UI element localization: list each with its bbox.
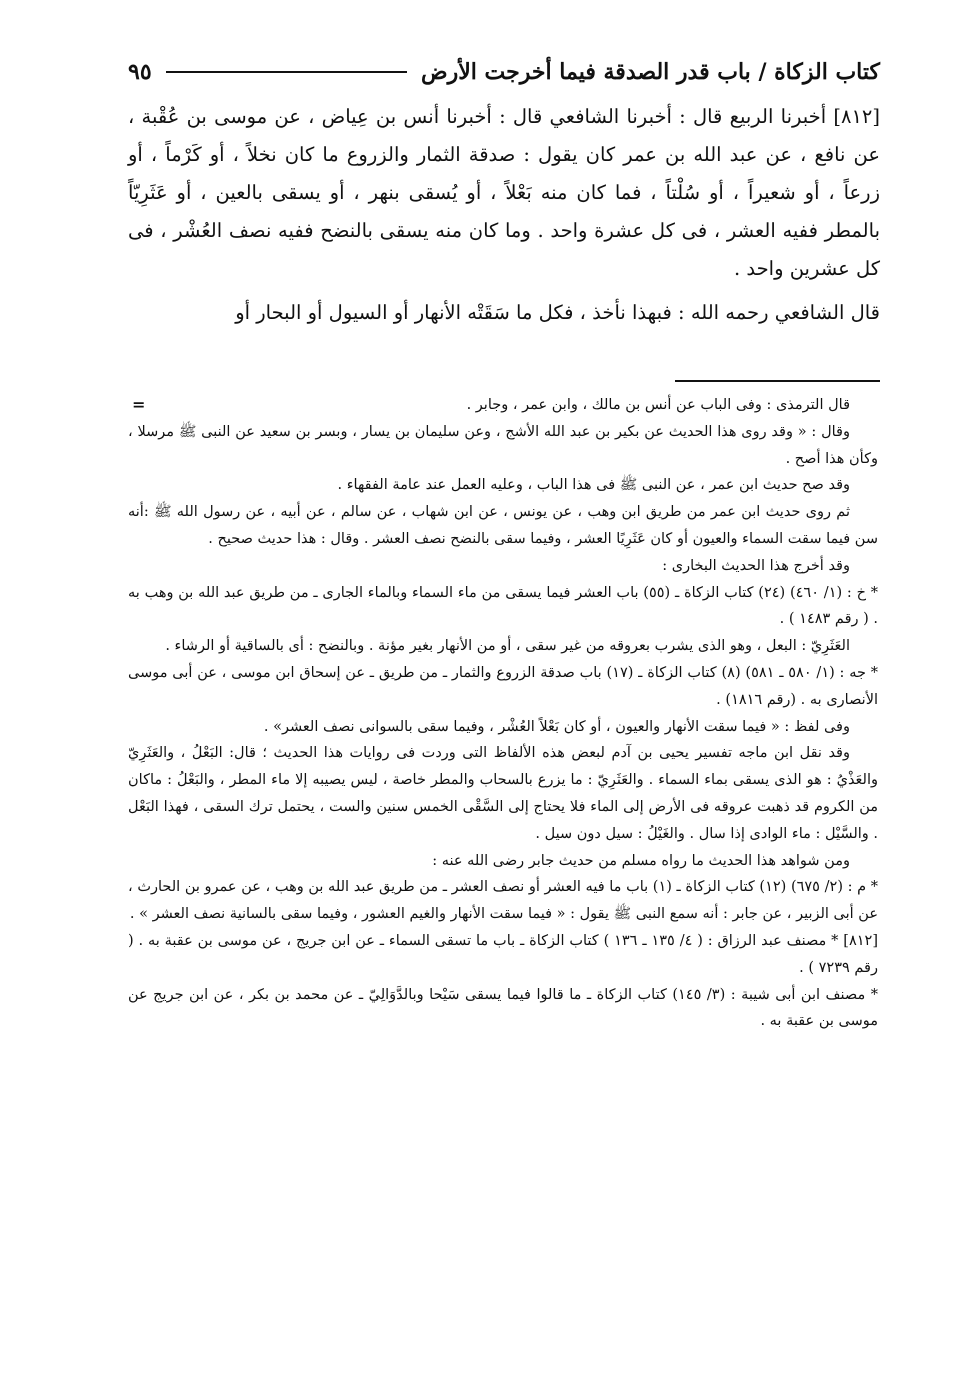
footnote-line: * مصنف ابن أبى شيبة : (٣/ ١٤٥) كتاب الزكاة ـ ما قالوا فيما يسقى سَيْحا وبالدَّوَالِيّ ـ عن محمد بن بكر ، عن ابن جريج عن موسى بن عقبة به . <box>128 986 878 1030</box>
footnote-line: ثم روى حديث ابن عمر من طريق ابن وهب ، عن يونس ، عن ابن شهاب ، عن سالم ، عن أبيه ، عن رسول الله ﷺ :أنه سن فيما سقت السماء والعيون أو كان عَثَرِيًا العشر ، وفيما سقى بالنضح نصف العشر . وقال : هذا حديث صحيح . <box>128 504 878 547</box>
running-header <box>128 52 880 92</box>
page-number: ٩٥ <box>128 59 152 85</box>
footnote-line: ومن شواهد هذا الحديث ما رواه مسلم من حديث جابر رضى الله عنه : <box>432 852 850 869</box>
footnote-line: وقد نقل ابن ماجه تفسير يحيى بن آدم لبعض هذه الألفاظ التى وردت فى روايات هذا الحديث ؛ قال: البَعْلُ ، والعَثَرِيّ والعَذْيُ : هو الذى يسقى بماء السماء . والعَثَرِيّ : ما يزرع بالسحاب والمطر خاصة ، ليس يصيبه إلا ماء المطر ، والبَعْلُ : ماكان من الكروم قد ذهبت عروقه فى الأرض إلى الماء فلا يحتاج إلى السَّقْى الخمس سنين والست ، يحتمل ترك السقى ، فهذا البَعْل . والسَّيْل : ماء الوادى إذا سال . والغَيْلُ : سيل دون سيل . <box>128 745 878 842</box>
footnote-separator <box>675 380 880 382</box>
footnote-line: العَثَرِيّ : البعل ، وهو الذى يشرب بعروقه من غير سقى ، أو من الأنهار بغير مؤنة . وبالنضح : أى بالساقية أو الرشاء . <box>165 638 850 655</box>
hadith-paragraph: [٨١٢] أخبرنا الربيع قال : أخبرنا الشافعي قال : أخبرنا أنس بن عِياض ، عن موسى بن عُقْبة ، عن نافع ، عن عبد الله بن عمر كان يقول : صدقة الثمار والزروع ما كان نخلاً ، أو كَرْماً ، أو زرعاً ، أو شعيراً ، أو سُلْتاً ، فما كان منه بَعْلاً ، أو يُسقى بنهر ، أو يسقى بالعين ، أو عَثَرِيّاً بالمطر ففيه العشر ، فى كل عشرة واحد . وما كان منه يسقى بالنضح ففيه نصف العُشْر ، فى كل عشرين واحد . <box>128 105 880 280</box>
commentary-paragraph: قال الشافعي رحمه الله : فبهذا نأخذ ، فكل ما سَقَتْه الأنهار أو السيول أو البحار أو <box>235 301 880 324</box>
footnote-line: * خ : (١/ ٤٦٠) (٢٤) كتاب الزكاة ـ (٥٥) باب العشر فيما يسقى من ماء السماء وبالماء الجارى ـ من طريق عبد الله بن وهب به . ( رقم ١٤٨٣ ) . <box>128 584 878 628</box>
footnote-line: وقد صح حديث ابن عمر ، عن النبى ﷺ فى هذا الباب ، وعليه العمل عند عامة الفقهاء . <box>337 477 850 494</box>
footnote-line: * جه : (١/ ٥٨٠ ـ ٥٨١) (٨) كتاب الزكاة ـ (١٧) باب صدقة الزروع والثمار ـ من طريق ـ عن إسحاق ابن موسى ، عن أبى موسى الأنصارى به . (رقم ١٨١٦) . <box>128 664 878 708</box>
main-text <box>128 98 880 338</box>
footnotes <box>128 392 878 1035</box>
footnote-line: قال الترمذى : وفى الباب عن أنس بن مالك ، وابن عمر ، وجابر . <box>466 397 850 413</box>
footnote-line: وفى لفظ : « فيما سقت الأنهار والعيون ، أو كان بَعْلاً العُشْر ، وفيما سقى بالسوانى نصف العشر» . <box>263 718 850 735</box>
footnote-line: وقال : « وقد روى هذا الحديث عن بكير بن عبد الله الأشج ، وعن سليمان بن يسار ، وبسر بن سعيد عن النبى ﷺ مرسلا ، وكأن هذا أصح . <box>128 423 878 467</box>
header-rule <box>166 71 407 73</box>
footnote-line: * م : (٢/ ٦٧٥) (١٢) كتاب الزكاة ـ (١) باب ما فيه العشر أو نصف العشر ـ من طريق عبد الله بن وهب ، عن عمرو بن الحارث ، عن أبى الزبير ، عن جابر : أنه سمع النبى ﷺ يقول : « فيما سقت الأنهار والغيم العشور ، وفيما سقى بالسانية نصف العشر » . <box>128 879 878 923</box>
continuation-mark: = <box>132 395 146 414</box>
chapter-title: كتاب الزكاة / باب قدر الصدقة فيما أخرجت الأرض <box>421 59 880 85</box>
footnote-line: وقد أخرج هذا الحديث البخارى : <box>662 557 850 574</box>
footnote-line: [٨١٢] * مصنف عبد الرزاق : ( ٤/ ١٣٥ ـ ١٣٦ ) كتاب الزكاة ـ باب ما تسقى السماء ـ عن ابن جريج ، عن موسى بن عقبة به . ( رقم ٧٢٣٩ ) . <box>128 932 878 976</box>
